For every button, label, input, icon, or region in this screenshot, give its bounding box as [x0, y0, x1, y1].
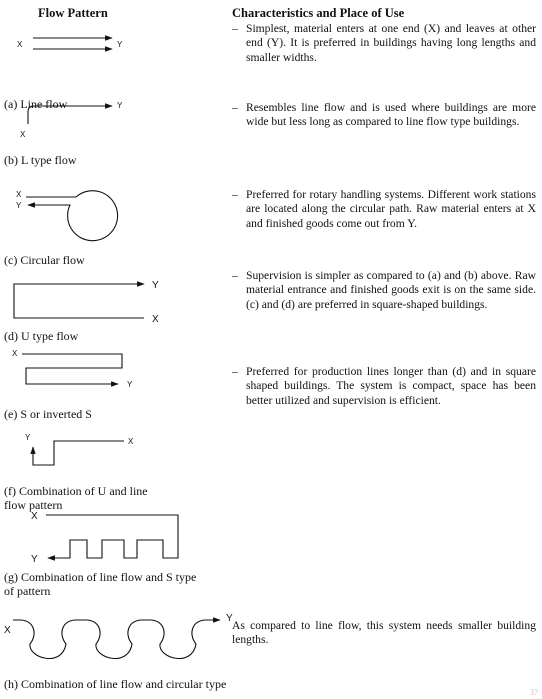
- caption-circular-flow: (c) Circular flow: [4, 253, 85, 267]
- page-number: 37: [530, 688, 538, 697]
- diagram-f-label-y: Y: [25, 433, 31, 442]
- diagram-h-label-y: Y: [226, 613, 233, 624]
- diagram-d-label-y: Y: [152, 280, 159, 291]
- s-type-flow-diagram: [22, 354, 122, 384]
- description-line-and-circular-flow: [232, 619, 536, 648]
- description-text: Supervision is simpler as compared to (a) and (b) above. Raw material entrance and finished goods exit is on the same side. (c) and (d) are preferred in square-shaped buildings.: [246, 269, 536, 311]
- flow-pattern-header: Flow Pattern: [38, 6, 108, 20]
- diagram-c-label-y: Y: [16, 201, 22, 210]
- description-line-flow: [232, 22, 536, 65]
- u-type-flow-diagram: [14, 284, 144, 318]
- u-and-line-flow-diagram: [33, 441, 124, 465]
- description-text: Simplest, material enters at one end (X) and leaves at other end (Y). It is preferred in buildings having long lengths and smaller widths.: [246, 22, 536, 64]
- diagram-a-label-x: X: [17, 40, 23, 49]
- caption-line-and-s-flow: (g) Combination of line flow and S type of pattern: [4, 570, 197, 598]
- caption-u-and-line-flow: (f) Combination of U and line flow pattern: [4, 484, 148, 512]
- bullet-dash: –: [232, 188, 238, 201]
- description-u-type-flow: [232, 269, 536, 312]
- description-text: Preferred for production lines longer than (d) and in square shaped buildings. The system is compact, space has been better utilized and supervision is efficient.: [246, 365, 536, 407]
- diagram-e-label-x: X: [12, 349, 18, 358]
- line-and-circular-flow-diagram: [13, 620, 220, 658]
- description-text: As compared to line flow, this system needs smaller building lengths.: [232, 619, 536, 647]
- description-s-type: [232, 365, 536, 408]
- caption-l-type-flow: (b) L type flow: [4, 153, 77, 167]
- diagram-e-label-y: Y: [127, 380, 133, 389]
- diagram-g-label-y: Y: [31, 554, 38, 565]
- bullet-dash: –: [232, 365, 238, 378]
- caption-u-type-flow: (d) U type flow: [4, 329, 79, 343]
- description-l-type-flow: [232, 101, 536, 130]
- caption-s-type: (e) S or inverted S: [4, 407, 92, 421]
- diagram-d-label-x: X: [152, 314, 159, 325]
- bullet-dash: –: [232, 22, 238, 35]
- circular-flow-diagram: [26, 191, 118, 241]
- diagram-g-label-x: X: [31, 511, 38, 522]
- diagram-h-label-x: X: [4, 625, 11, 636]
- description-text: Resembles line flow and is used where buildings are more wide but less long as compared to line flow type buildings.: [246, 101, 536, 129]
- diagram-b-label-y: Y: [117, 101, 123, 110]
- line-flow-diagram: [33, 38, 112, 49]
- diagram-f-label-x: X: [128, 437, 134, 446]
- caption-line-flow: (a) Line flow: [4, 97, 68, 111]
- description-circular-flow: [232, 188, 536, 231]
- characteristics-header: Characteristics and Place of Use: [232, 6, 405, 20]
- diagram-c-label-x: X: [16, 190, 22, 199]
- bullet-dash: –: [232, 269, 238, 282]
- line-and-s-flow-diagram: [46, 515, 178, 558]
- bullet-dash: –: [232, 101, 238, 114]
- description-text: Preferred for rotary handling systems. Different work stations are located along the circular path. Raw material enters at X and finished goods come out from Y.: [246, 188, 536, 230]
- diagram-a-label-y: Y: [117, 40, 123, 49]
- caption-line-and-circular-flow: (h) Combination of line flow and circular type: [4, 677, 227, 691]
- diagram-b-label-x: X: [20, 130, 26, 139]
